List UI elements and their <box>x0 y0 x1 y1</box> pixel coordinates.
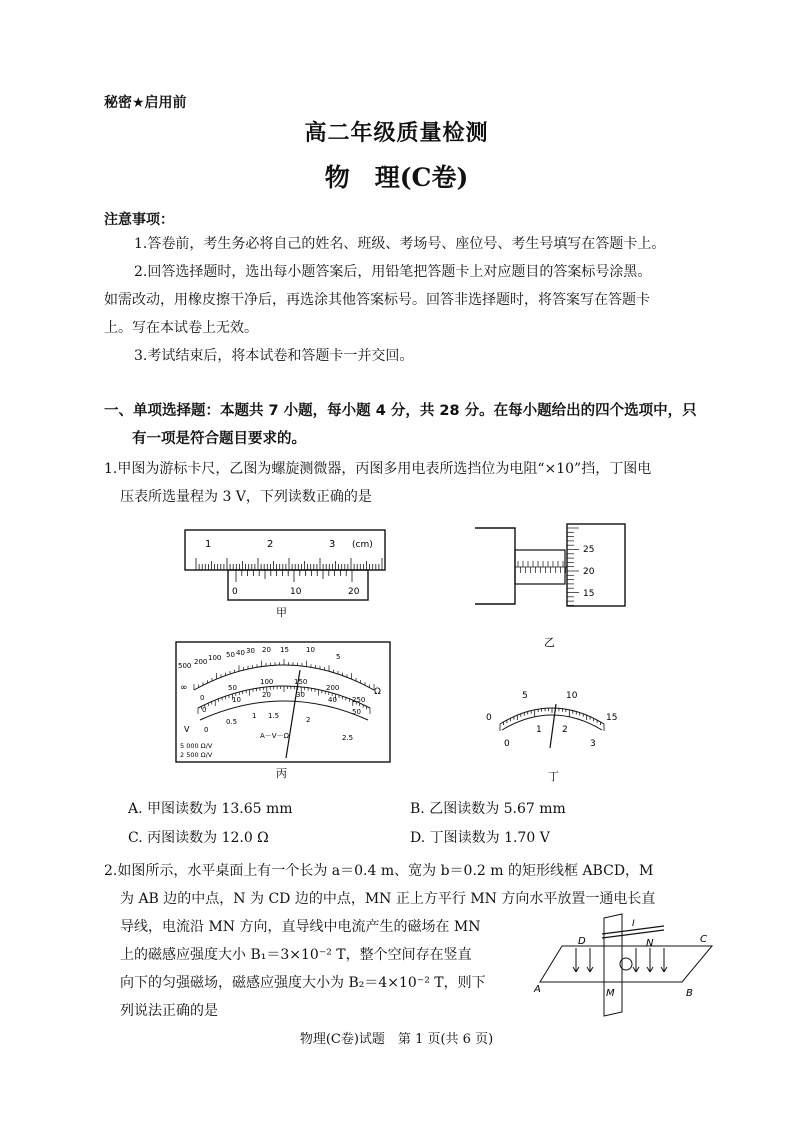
figure-label-jia: 甲 <box>276 606 287 618</box>
notice-item-1: 1.答卷前，考生务必将自己的姓名、班级、考场号、座位号、考生号填写在答题卡上。 <box>134 236 666 252</box>
notice-item-3: 3.考试结束后，将本试卷和答题卡一并交回。 <box>134 348 414 364</box>
q1-line-1: 1.甲图为游标卡尺，乙图为螺旋测微器，丙图多用电表所选挡位为电阻“×10”挡，丁图电 <box>104 461 652 477</box>
notice-item-2-line-1: 2.回答选择题时，选出每小题答案后，用铅笔把答题卡上对应题目的答案标号涂黑。 <box>134 264 652 280</box>
v-label: V <box>184 725 190 734</box>
scale50-label-150: 150 <box>294 678 308 686</box>
notice-item-2-line-2: 如需改动，用橡皮擦干净后，再选涂其他答案标号。回答非选择题时，将答案写在答题卡 <box>104 292 650 308</box>
voltmeter-figure <box>480 686 630 786</box>
q2-frame-figure <box>532 912 722 1022</box>
ohm-label-200: 200 <box>194 658 208 666</box>
confidential-mark: 秘密★启用前 <box>104 95 187 111</box>
scale10-label-20: 20 <box>262 691 271 699</box>
scale10-label-30: 30 <box>296 691 305 699</box>
ohm-label-100: 100 <box>208 654 222 662</box>
ohm-label-30: 30 <box>246 647 255 655</box>
page-footer: 物理(C卷)试题 第 1 页(共 6 页) <box>299 1032 494 1047</box>
ohm-symbol: Ω <box>374 687 381 697</box>
figure-label-bing: 丙 <box>276 767 287 780</box>
q1-option-c: C. 丙图读数为 12.0 Ω <box>128 830 269 846</box>
micrometer-label-15: 15 <box>583 589 595 599</box>
scale50-label-250: 250 <box>352 696 366 704</box>
volt-bottom-2: 2 <box>562 725 568 735</box>
notice-item-2-line-3: 上。写在本试卷上无效。 <box>104 320 258 336</box>
micrometer-label-20: 20 <box>583 567 595 577</box>
volt-bottom-0: 0 <box>504 739 510 749</box>
volt-bottom-3: 3 <box>590 739 596 749</box>
q1-option-d: D. 丁图读数为 1.70 V <box>410 830 550 846</box>
multimeter-mid-label: A－V－Ω <box>260 732 289 740</box>
caliper-main-label-3: 3 <box>329 539 336 550</box>
multimeter-figure <box>174 640 394 780</box>
q2-line-4: 上的磁感应强度大小 B₁＝3×10⁻² T，整个空间存在竖直 <box>120 947 472 963</box>
sensitivity-2: 2 500 Ω/V <box>180 751 213 759</box>
scale10-label-50: 50 <box>352 708 361 716</box>
ohm-label-20: 20 <box>262 646 271 654</box>
micrometer-figure <box>470 520 630 650</box>
scale2-label-2.5: 2.5 <box>342 734 354 742</box>
scale10-label-10: 10 <box>232 696 241 704</box>
scale50-label-50: 50 <box>228 684 237 692</box>
micrometer-label-25: 25 <box>583 545 595 555</box>
volt-bottom-1: 1 <box>536 725 542 735</box>
volt-top-10: 10 <box>566 691 578 701</box>
label-d: D <box>578 936 586 947</box>
scale50-label-200: 200 <box>326 684 340 692</box>
caliper-main-label-2: 2 <box>267 539 274 550</box>
ohm-label-5: 5 <box>336 653 341 661</box>
exam-title: 高二年级质量检测 <box>304 120 489 146</box>
notice-heading: 注意事项： <box>104 212 174 228</box>
scale10-label-0: 0 <box>202 706 207 714</box>
q1-option-b: B. 乙图读数为 5.67 mm <box>410 801 566 817</box>
ohm-label-10: 10 <box>306 646 315 654</box>
q2-line-2: 为 AB 边的中点，N 为 CD 边的中点，MN 正上方平行 MN 方向水平放置一通电长直 <box>120 891 656 907</box>
scale2-label-2: 2 <box>306 716 311 724</box>
exam-subject: 物 理(C卷) <box>324 163 469 192</box>
q1-line-2: 压表所选量程为 3 V，下列读数正确的是 <box>120 489 372 505</box>
label-i: I <box>632 919 635 929</box>
section-1-line-1: 一、单项选择题：本题共 7 小题，每小题 4 分，共 28 分。在每小题给出的四个选项中，只 <box>104 403 697 419</box>
ohm-label-15: 15 <box>280 646 289 654</box>
caliper-main-label-1: 1 <box>205 539 212 550</box>
ohm-infinity: ∞ <box>180 683 188 693</box>
label-b: B <box>686 988 693 999</box>
ohm-label-500: 500 <box>178 662 192 670</box>
scale50-label-100: 100 <box>260 678 274 686</box>
scale2-label-1: 1 <box>252 712 257 720</box>
q2-line-6: 列说法正确的是 <box>120 1003 218 1019</box>
volt-top-0: 0 <box>486 713 492 723</box>
ohm-label-40: 40 <box>236 649 245 657</box>
scale10-label-40: 40 <box>328 696 337 704</box>
caliper-vernier-label-0: 0 <box>232 587 238 597</box>
section-1-heading <box>104 397 704 453</box>
q2-line-3: 导线，电流沿 MN 方向，直导线中电流产生的磁场在 MN <box>120 919 481 935</box>
scale2-label-1.5: 1.5 <box>268 712 280 720</box>
ohm-label-50: 50 <box>226 651 235 659</box>
scale2-label-0.5: 0.5 <box>226 718 238 726</box>
figure-label-yi: 乙 <box>544 636 555 649</box>
label-a: A <box>534 984 541 995</box>
scale2-label-0: 0 <box>204 726 209 734</box>
label-c: C <box>700 934 707 945</box>
q1-option-a: A. 甲图读数为 13.65 mm <box>128 801 293 817</box>
vernier-caliper-figure <box>180 528 390 618</box>
caliper-vernier-label-10: 10 <box>290 587 302 597</box>
volt-top-5: 5 <box>522 691 528 701</box>
caliper-unit: (cm) <box>352 540 373 550</box>
scale50-label-0: 0 <box>200 694 205 702</box>
q2-line-1: 2.如图所示，水平桌面上有一个长为 a＝0.4 m、宽为 b＝0.2 m 的矩形线框 ABCD，M <box>104 863 654 879</box>
q2-line-5: 向下的匀强磁场，磁感应强度大小为 B₂＝4×10⁻² T，则下 <box>120 975 486 991</box>
label-n: N <box>646 938 654 949</box>
section-1-line-2: 有一项是符合题目要求的。 <box>132 431 306 447</box>
volt-top-15: 15 <box>606 713 618 723</box>
caliper-vernier-label-20: 20 <box>348 587 360 597</box>
sensitivity-1: 5 000 Ω/V <box>180 742 213 750</box>
figure-label-ding: 丁 <box>548 770 559 783</box>
label-m: M <box>606 988 615 999</box>
